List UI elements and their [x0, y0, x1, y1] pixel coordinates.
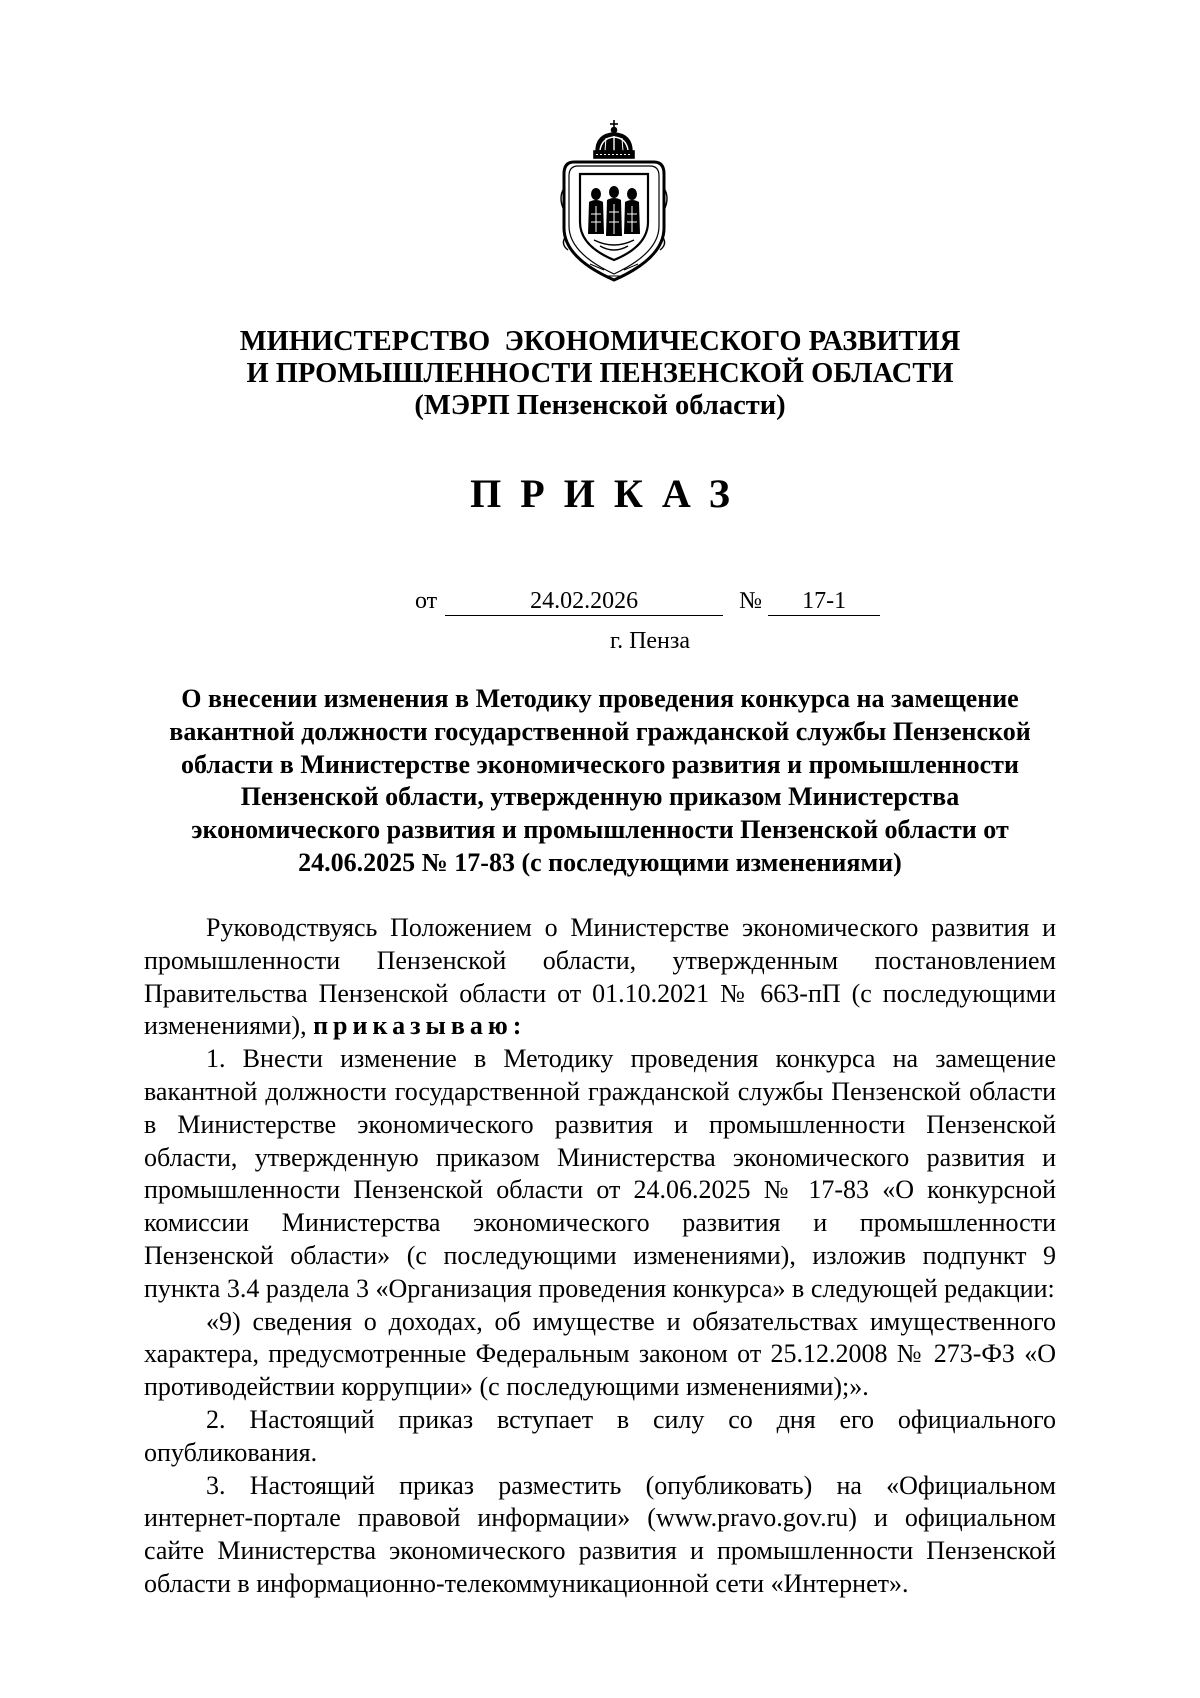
subject-line: 24.06.2025 № 17-83 (с последующими изменениями) — [298, 847, 902, 877]
order-city: г. Пенза — [609, 628, 691, 654]
number-sign: № — [739, 588, 763, 614]
order-subject — [150, 683, 1050, 880]
date-prefix: от — [415, 588, 438, 614]
item-1-paragraph: 1. Внести изменение в Методику проведения конкурса на замещение вакантной должности государственной гражданской службы Пензенской области в Министерстве экономического развития и промышленности Пензенской области, утвержденную приказом Министерства экономического развития и промышленности Пензенской области от 24.06.2025 № 17-83 «О конкурсной комиссии Министерства экономического развития и промышленности Пензенской области» (с последующими изменениями), изложив подпункт 9 пункта 3.4 раздела 3 «Организация проведения конкурса» в следующей редакции: — [144, 1044, 1056, 1303]
order-body — [144, 912, 1056, 1601]
preamble-paragraph — [144, 912, 1056, 1043]
item-3-paragraph: 3. Настоящий приказ разместить (опубликовать) на «Официальном интернет-портале правовой информации» (www.pravo.gov.ru) и официальном сайте Министерства экономического развития и промышленности Пензенской области в информационно-телекоммуникационной сети «Интернет». — [144, 1470, 1056, 1598]
order-date: 24.02.2026 — [445, 587, 723, 616]
ministry-header — [0, 326, 1200, 422]
ministry-name-line-1: МИНИСТЕРСТВО ЭКОНОМИЧЕСКОГО РАЗВИТИЯ — [239, 326, 961, 357]
document-title: ПРИКАЗ — [470, 471, 749, 516]
subject-line: вакантной должности государственной гражданской службы Пензенской — [169, 716, 1031, 746]
subject-line: Пензенской области, утвержденную приказом Министерства — [240, 782, 960, 812]
subject-line: О внесении изменения в Методику проведения конкурса на замещение — [181, 684, 1019, 713]
ministry-abbreviation: (МЭРП Пензенской области) — [414, 390, 786, 421]
preamble-text: Руководствуясь Положением о Министерстве экономического развития и промышленности Пензенской области, утвержденным постановлением Правительства Пензенской области от 01.10.2021 № 663-пП (с последующими изменениями), — [144, 913, 1056, 1041]
subject-line: области в Министерстве экономического развития и промышленности — [181, 749, 1019, 779]
item-1-quote-paragraph: «9) сведения о доходах, об имуществе и обязательствах имущественного характера, предусмотренные Федеральным законом от 25.12.2008 № 273-ФЗ «О противодействии коррупции» (с последующими изменениями);». — [144, 1306, 1056, 1402]
order-number: 17-1 — [768, 587, 880, 616]
order-date-number-line — [415, 586, 880, 616]
coat-of-arms-icon — [560, 118, 668, 286]
decree-word: приказываю: — [313, 1011, 527, 1041]
ministry-name-line-2: И ПРОМЫШЛЕННОСТИ ПЕНЗЕНСКОЙ ОБЛАСТИ — [246, 358, 954, 389]
subject-line: экономического развития и промышленности Пензенской области от — [191, 815, 1009, 845]
item-2-paragraph: 2. Настоящий приказ вступает в силу со дня его официального опубликования. — [144, 1404, 1056, 1467]
